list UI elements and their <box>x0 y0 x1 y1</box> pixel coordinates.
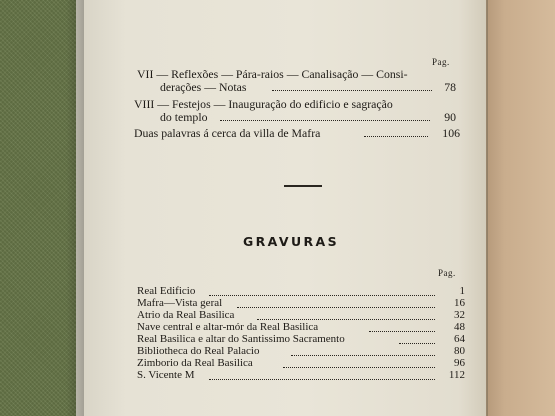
leader-dots <box>209 378 435 380</box>
section-divider <box>284 185 322 187</box>
leader-dots <box>399 342 435 344</box>
list-item <box>137 333 465 345</box>
index-entry-vii-page: 78 <box>444 80 456 94</box>
leader-dots <box>369 330 435 332</box>
index-leader-dots <box>220 119 430 121</box>
gravura-page: 64 <box>454 333 465 345</box>
spine-shadow <box>66 0 84 416</box>
leader-dots <box>291 354 435 356</box>
adjacent-page <box>488 0 555 416</box>
leader-dots <box>237 306 435 308</box>
gravura-title: S. Vicente M <box>137 369 195 381</box>
pag-label-top: Pag. <box>432 57 450 67</box>
index-leader-dots <box>272 89 432 91</box>
list-item <box>137 321 465 333</box>
pag-label-gravuras: Pag. <box>438 268 456 278</box>
gravura-title: Real Edificio <box>137 285 196 297</box>
gravura-title: Atrio da Real Basilica <box>137 309 235 321</box>
list-item <box>137 345 465 357</box>
gravura-page: 80 <box>454 345 465 357</box>
gravura-page: 16 <box>454 297 465 309</box>
leader-dots <box>257 318 435 320</box>
gravura-page: 48 <box>454 321 465 333</box>
gravuras-heading: GRAVURAS <box>243 234 340 249</box>
index-entry-mafra: Duas palavras á cerca da villa de Mafra <box>134 126 321 140</box>
gravura-title: Bibliotheca do Real Palacio <box>137 345 260 357</box>
list-item <box>137 357 465 369</box>
gravura-title: Real Basilica e altar do Santissimo Sacramento <box>137 333 345 345</box>
leader-dots <box>209 294 435 296</box>
gravura-title: Zimborio da Real Basilica <box>137 357 253 369</box>
index-entry-mafra-page: 106 <box>442 126 460 140</box>
gravura-page: 112 <box>448 369 465 381</box>
index-entry-vii-line1: VII — Reflexões — Pára-raios — Canalisação — Consi- <box>137 67 408 81</box>
index-leader-dots <box>364 135 428 137</box>
leader-dots <box>283 366 435 368</box>
gravura-title: Nave central e altar-mór da Real Basilica <box>137 321 319 333</box>
gravura-title: Mafra—Vista geral <box>137 297 223 309</box>
gravura-page: 96 <box>454 357 465 369</box>
gravura-page: 32 <box>454 309 465 321</box>
index-entry-viii-line2: do templo <box>160 110 208 124</box>
list-item <box>137 369 465 381</box>
list-item <box>137 309 465 321</box>
index-entry-viii-page: 90 <box>444 110 456 124</box>
list-item <box>137 297 465 309</box>
list-item <box>137 285 465 297</box>
index-entry-viii-line1: VIII — Festejos — Inauguração do edificio e sagração <box>134 97 393 111</box>
index-entry-vii-line2: derações — Notas <box>160 80 247 94</box>
gravura-page: 1 <box>459 285 465 297</box>
